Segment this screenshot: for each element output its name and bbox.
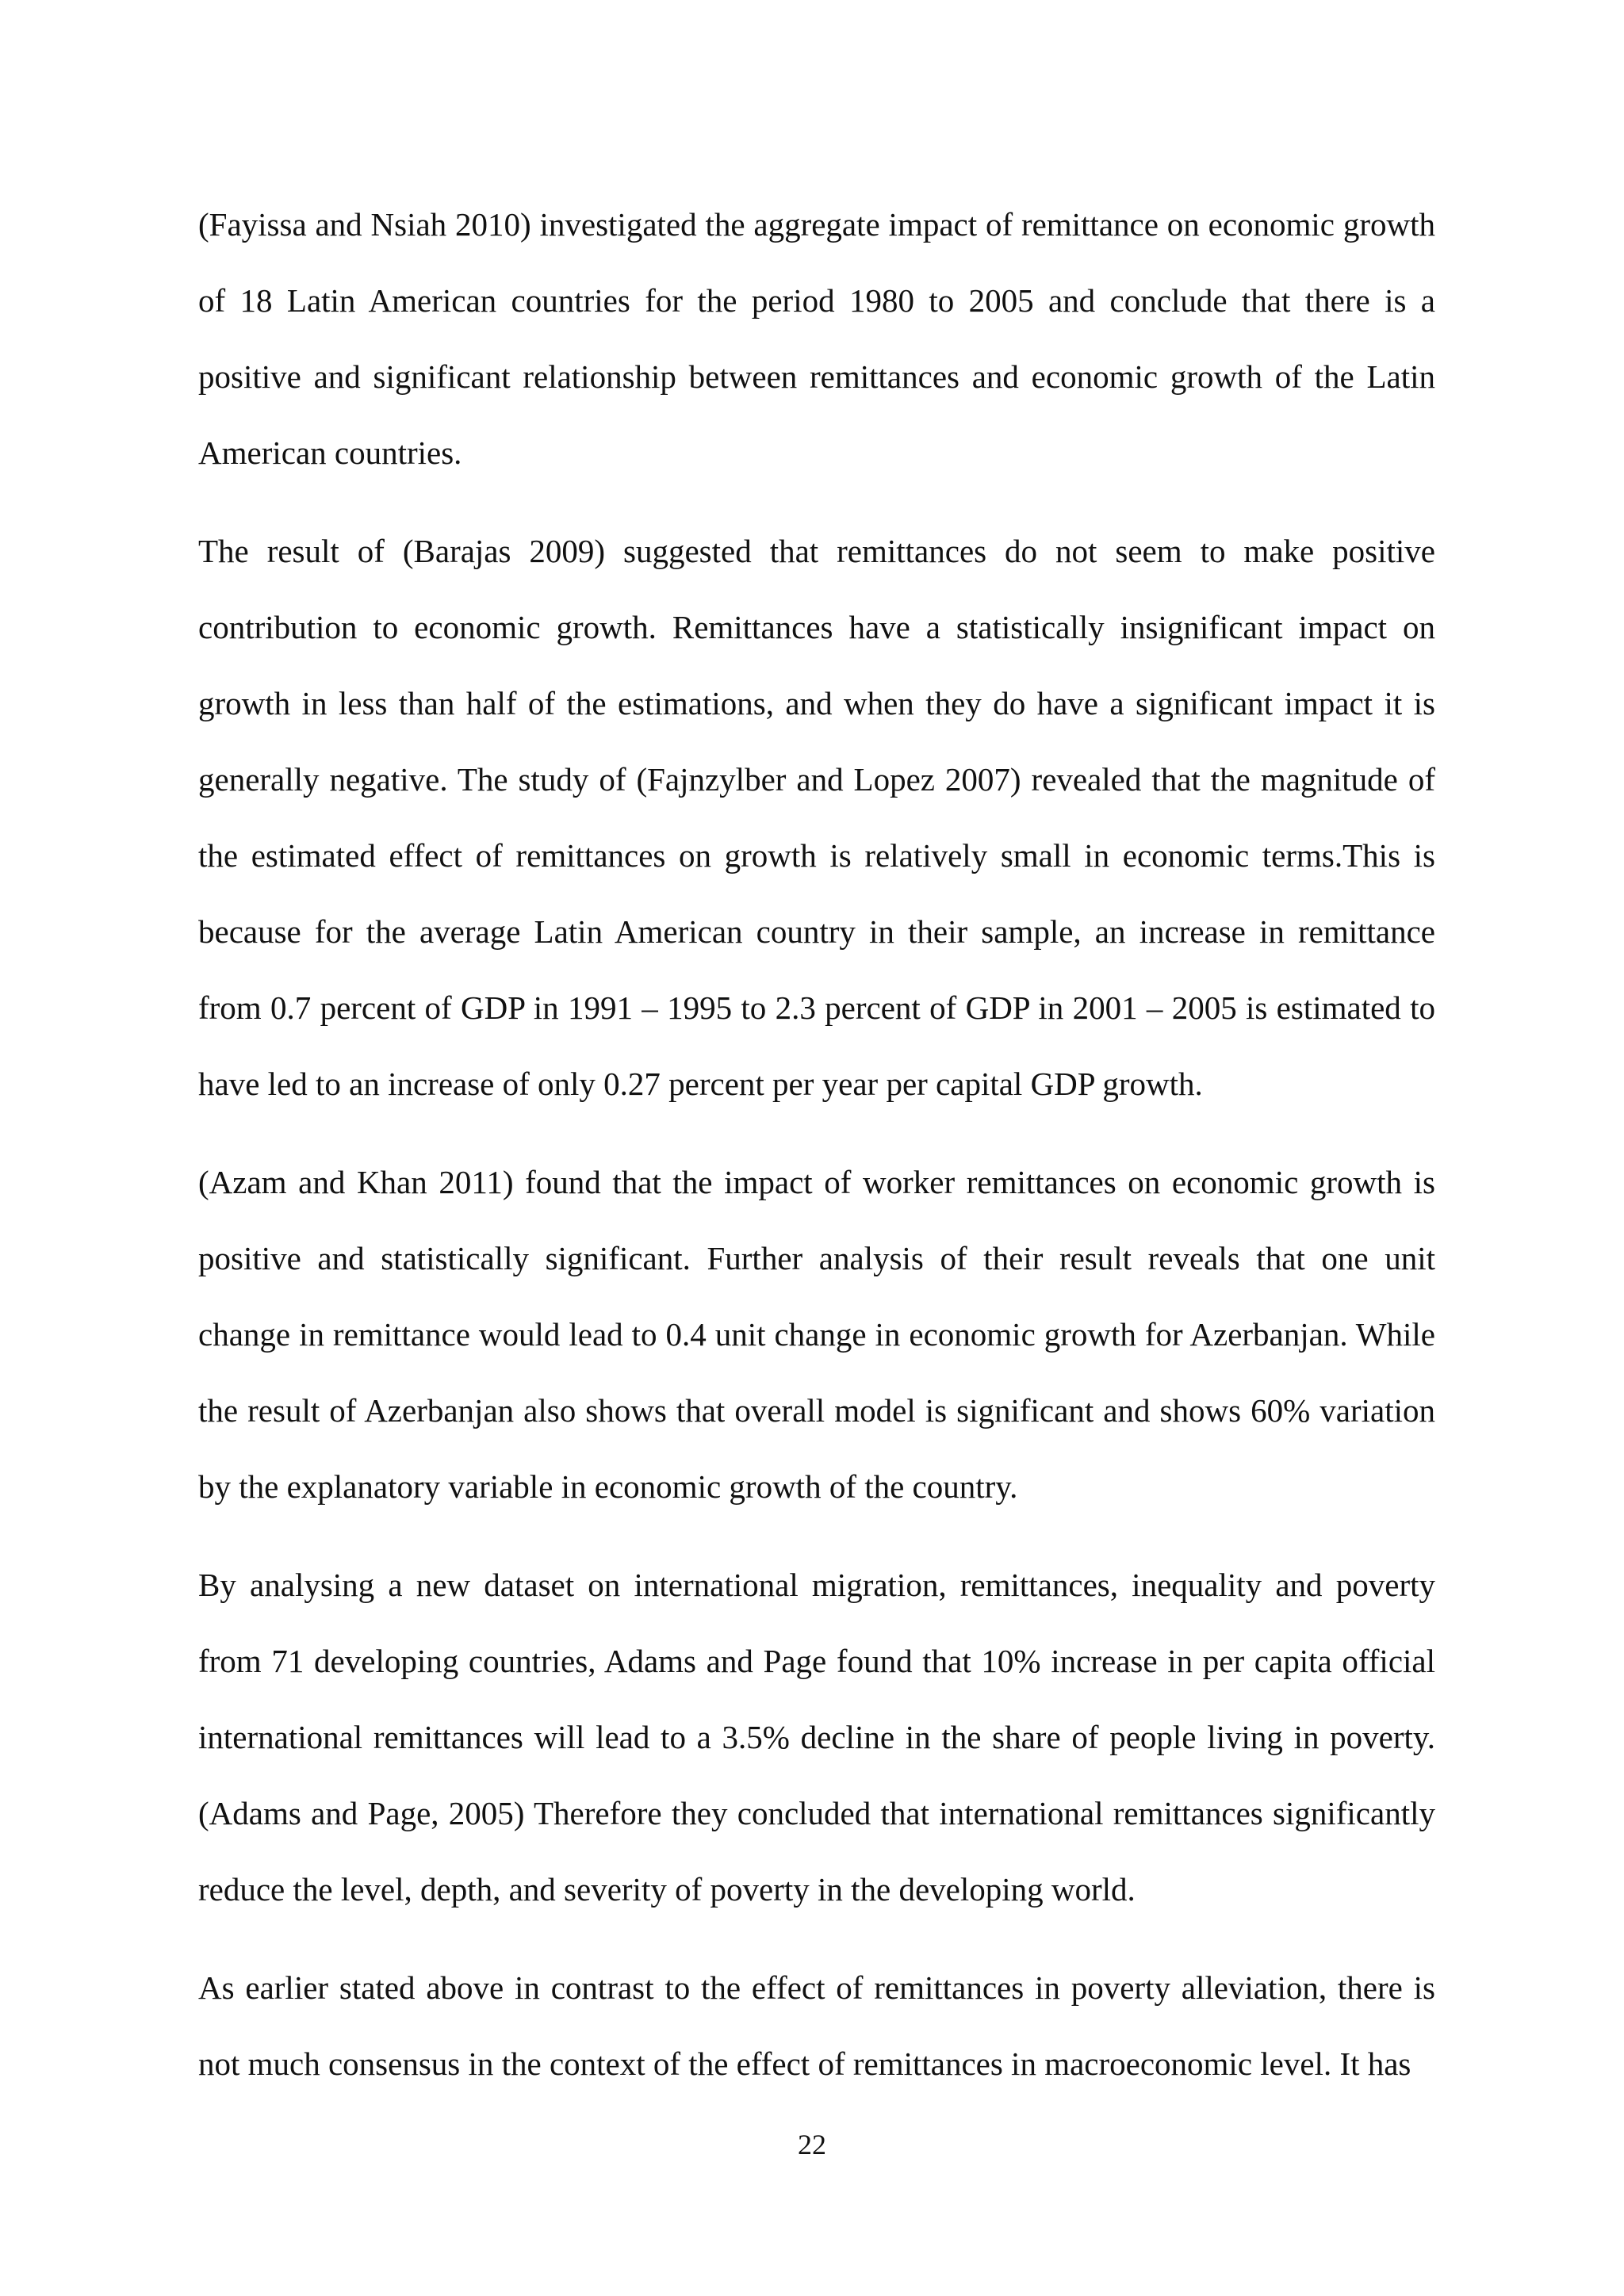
body-text (198, 186, 1435, 2124)
paragraph-adams-page: By analysing a new dataset on international migration, remittances, inequality and poverty from 71 developing countries, Adams and Page found that 10% increase in per capita official international remittances will lead to a 3.5% decline in the share of people living in poverty. (Adams and Page, 2005) Therefore they concluded that international remittances significantly reduce the level, depth, and severity of poverty in the developing world. (198, 1567, 1435, 1908)
paragraph-consensus: As earlier stated above in contrast to the effect of remittances in poverty alleviation, there is not much consensus in the context of the effect of remittances in macroeconomic level. It has (198, 1969, 1435, 2082)
paragraph-azam-khan: (Azam and Khan 2011) found that the impact of worker remittances on economic growth is positive and statistically significant. Further analysis of their result reveals that one unit change in remittance would lead to 0.4 unit change in economic growth for Azerbanjan. While the result of Azerbanjan also shows that overall model is significant and shows 60% variation by the explanatory variable in economic growth of the country. (198, 1164, 1435, 1505)
paragraph-barajas: The result of (Barajas 2009) suggested that remittances do not seem to make positive contribution to economic growth. Remittances have a statistically insignificant impact on growth in less than half of the estimations, and when they do have a significant impact it is generally negative. The study of (Fajnzylber and Lopez 2007) revealed that the magnitude of the estimated effect of remittances on growth is relatively small in economic terms.This is because for the average Latin American country in their sample, an increase in remittance from 0.7 percent of GDP in 1991 – 1995 to 2.3 percent of GDP in 2001 – 2005 is estimated to have led to an increase of only 0.27 percent per year per capital GDP growth. (198, 533, 1435, 1102)
page-number: 22 (798, 2129, 826, 2160)
paragraph-fayissa-nsiah: (Fayissa and Nsiah 2010) investigated the aggregate impact of remittance on economic growth of 18 Latin American countries for the period 1980 to 2005 and conclude that there is a positive and significant relationship between remittances and economic growth of the Latin American countries. (198, 206, 1435, 471)
